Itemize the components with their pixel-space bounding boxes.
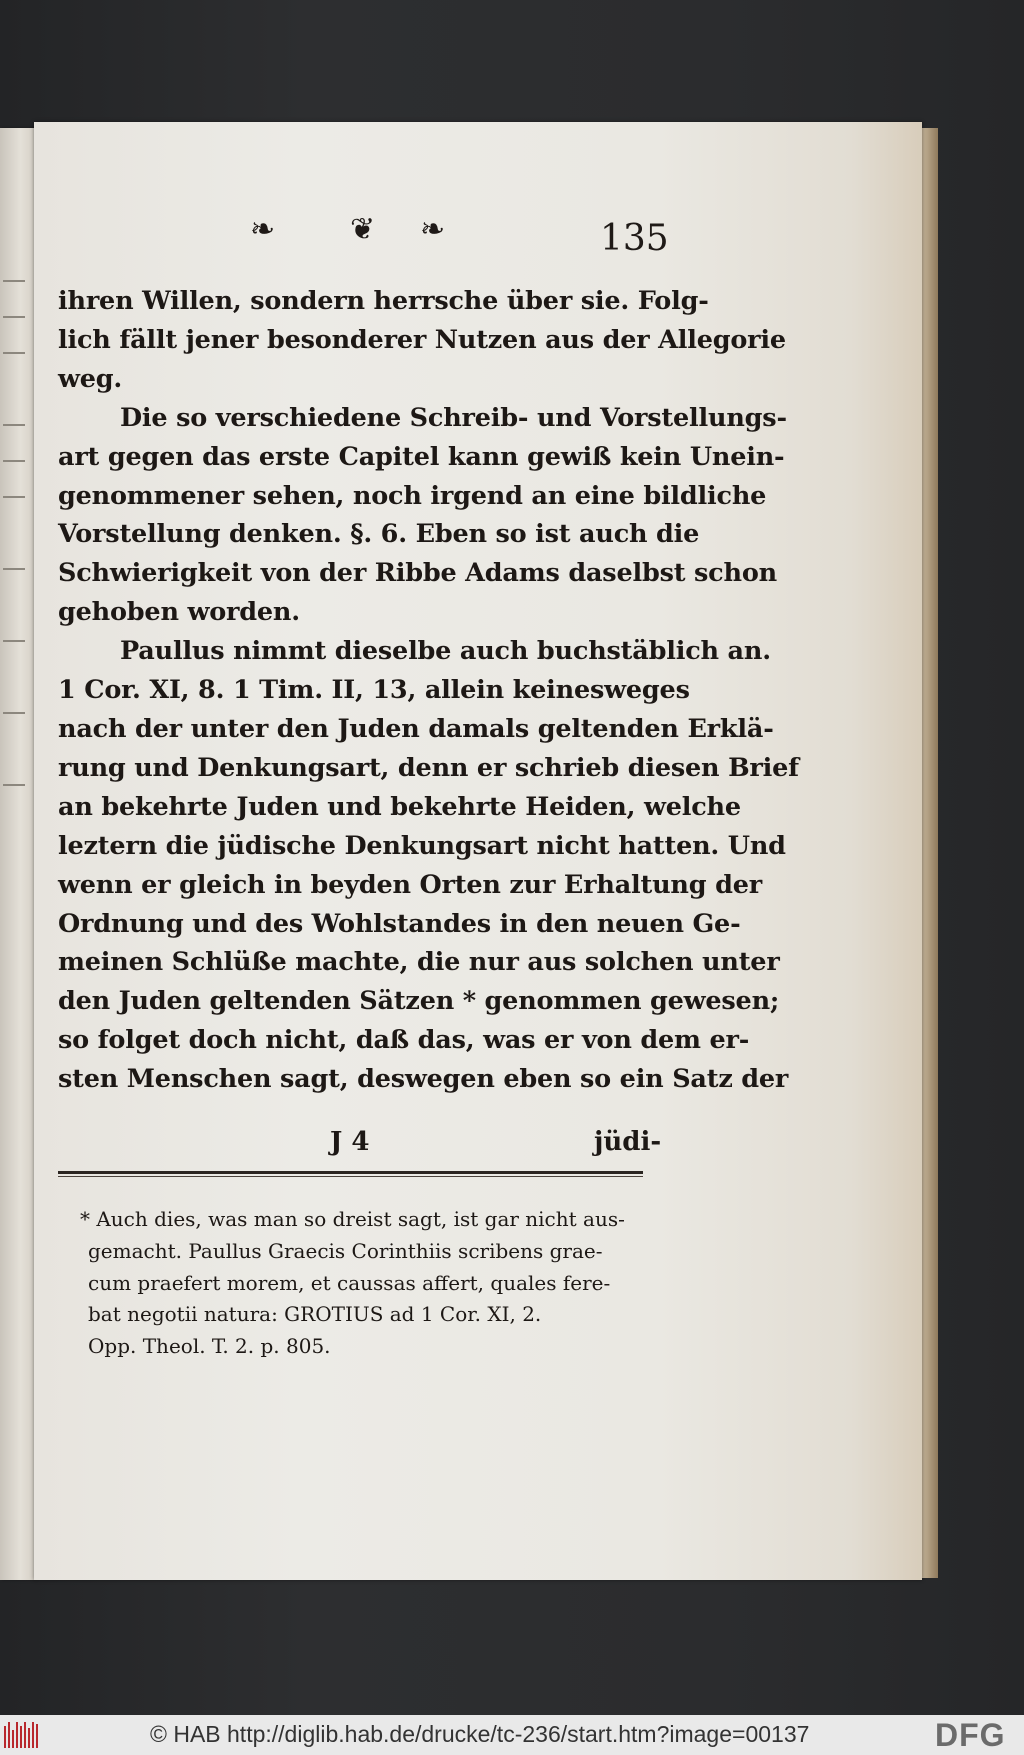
text-line: wenn er gleich in beyden Orten zur Erhaltung der (58, 869, 762, 900)
footnote-divider (58, 1171, 643, 1174)
text-line: genommener sehen, noch irgend an eine bildliche (58, 480, 767, 511)
text-line: weg. (58, 363, 123, 394)
footnote-line: gemacht. Paullus Graecis Corinthiis scribens grae- (88, 1238, 603, 1263)
text-line: ihren Willen, sondern herrsche über sie. Folg- (58, 286, 709, 316)
source-url-link[interactable]: © HAB http://diglib.hab.de/drucke/tc-236/start.htm?image=00137 (150, 1721, 810, 1747)
footnote-line: bat negotii natura: GROTIUS ad 1 Cor. XI, 2. (88, 1302, 542, 1327)
catchword: jüdi- (594, 1127, 662, 1157)
page-header (240, 212, 660, 262)
ornament-left-icon: ❧ (250, 212, 276, 247)
text-line: so folget doch nicht, daß das, was er von dem er- (58, 1025, 750, 1056)
text-line: den Juden geltenden Sätzen * genommen gewesen; (58, 986, 780, 1017)
footnote (80, 1204, 650, 1363)
text-line: gehoben worden. (58, 597, 300, 628)
footnote-line: cum praefert morem, et caussas affert, quales fere- (88, 1270, 611, 1295)
text-line: meinen Schlüße machte, die nur aus solchen unter (58, 947, 780, 978)
text-line: Vorstellung denken. §. 6. Eben so ist auch die (58, 519, 700, 550)
text-line: rung und Denkungsart, denn er schrieb diesen Brief (58, 752, 799, 783)
text-line: lich fällt jener besonderer Nutzen aus der Allegorie (58, 324, 786, 355)
text-line: sten Menschen sagt, deswegen eben so ein Satz der (58, 1064, 789, 1095)
footnote-line: * Auch dies, was man so dreist sagt, ist gar nicht aus- (80, 1207, 625, 1231)
text-line: art gegen das erste Capitel kann gewiß kein Unein- (58, 441, 785, 472)
dfg-logo: DFG (935, 1717, 1006, 1753)
text-line: Die so verschiedene Schreib- und Vorstellungs- (120, 402, 787, 433)
ornament-right-icon: ❧ (420, 212, 446, 247)
signature-mark: J 4 (330, 1127, 370, 1157)
previous-page-edge (0, 128, 34, 1580)
footnote-divider-thin (58, 1176, 643, 1177)
text-line: Schwierigkeit von der Ribbe Adams daselbst schon (58, 558, 777, 589)
page-number: 135 (600, 218, 669, 259)
text-line: leztern die jüdische Denkungsart nicht hatten. Und (58, 830, 786, 861)
text-line: Ordnung und des Wohlstandes in den neuen Ge- (58, 908, 741, 939)
footnote-line: Opp. Theol. T. 2. p. 805. (88, 1334, 331, 1359)
ornament-center-icon: ❦ (350, 212, 376, 247)
text-line: 1 Cor. XI, 8. 1 Tim. II, 13, allein keinesweges (58, 675, 690, 706)
text-line: an bekehrte Juden und bekehrte Heiden, welche (58, 791, 741, 822)
text-line: Paullus nimmt dieselbe auch buchstäblich an. (120, 636, 771, 667)
barcode-logo-icon (4, 1722, 44, 1748)
body-text (58, 282, 799, 1099)
text-line: nach der unter den Juden damals geltenden Erklä- (58, 713, 774, 744)
